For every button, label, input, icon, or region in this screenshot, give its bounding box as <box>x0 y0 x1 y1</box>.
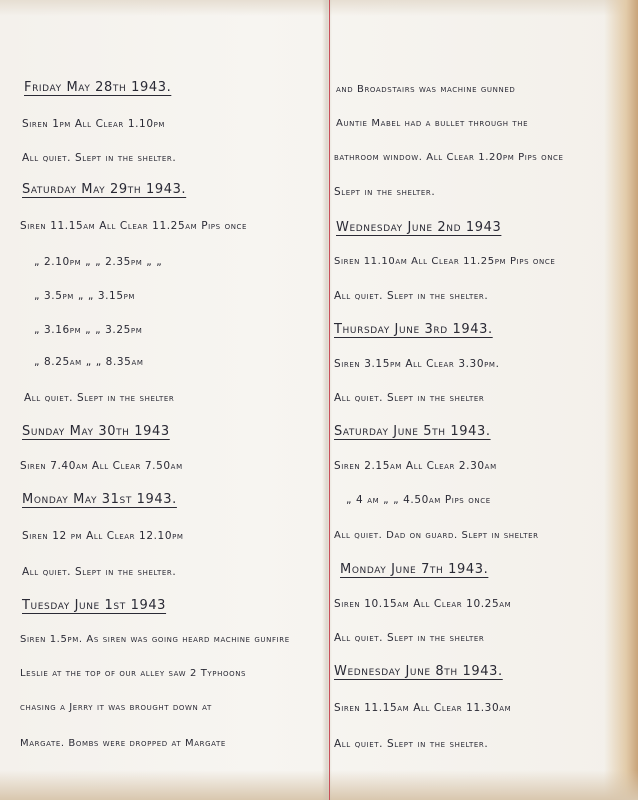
diary-line: Siren 11.10am All Clear 11.25pm Pips once <box>334 256 556 267</box>
diary-line: „ 4 am „ „ 4.50am Pips once <box>346 494 491 506</box>
diary-line: All quiet. Slept in the shelter. <box>22 566 177 578</box>
red-margin-line <box>329 0 330 800</box>
diary-line: All quiet. Slept in the shelter <box>24 392 175 404</box>
date-heading: Saturday June 5th 1943. <box>334 424 491 439</box>
diary-line: All quiet. Slept in the shelter <box>334 632 485 644</box>
diary-line: „ 3.16pm „ „ 3.25pm <box>34 324 143 336</box>
diary-line: All quiet. Slept in the shelter. <box>22 152 177 164</box>
diary-line: „ 2.10pm „ „ 2.35pm „ „ <box>34 256 163 268</box>
diary-line: Siren 10.15am All Clear 10.25am <box>334 598 512 610</box>
date-heading: Friday May 28th 1943. <box>24 80 172 95</box>
diary-line: „ 8.25am „ „ 8.35am <box>34 356 144 368</box>
diary-line: Leslie at the top of our alley saw 2 Typhoons <box>20 668 247 679</box>
diary-line: „ 3.5pm „ „ 3.15pm <box>34 290 136 302</box>
diary-line: Slept in the shelter. <box>334 186 436 198</box>
diary-line: Siren 7.40am All Clear 7.50am <box>20 460 183 472</box>
date-heading: Tuesday June 1st 1943 <box>22 598 167 613</box>
date-heading: Monday May 31st 1943. <box>22 492 177 507</box>
diary-line: All quiet. Dad on guard. Slept in shelter <box>334 530 539 541</box>
date-heading: Thursday June 3rd 1943. <box>334 322 493 337</box>
diary-line: Siren 2.15am All Clear 2.30am <box>334 460 497 472</box>
diary-line: All quiet. Slept in the shelter <box>334 392 485 404</box>
date-heading: Wednesday June 8th 1943. <box>334 664 503 679</box>
diary-line: Siren 12 pm All Clear 12.10pm <box>22 530 184 542</box>
date-heading: Sunday May 30th 1943 <box>22 424 170 439</box>
date-heading: Saturday May 29th 1943. <box>22 182 187 197</box>
date-heading: Wednesday June 2nd 1943 <box>336 220 502 235</box>
diary-line: Siren 1.5pm. As siren was going heard machine gunfire <box>20 634 290 645</box>
diary-line: Siren 3.15pm All Clear 3.30pm. <box>334 358 500 370</box>
paper-right-edge-stain <box>604 0 638 800</box>
diary-line: Siren 11.15am All Clear 11.25am Pips once <box>20 220 248 232</box>
diary-line: All quiet. Slept in the shelter. <box>334 738 489 750</box>
diary-line: bathroom window. All Clear 1.20pm Pips once <box>334 152 564 163</box>
diary-line: chasing a Jerry it was brought down at <box>20 702 212 713</box>
diary-line: Siren 11.15am All Clear 11.30am <box>334 702 512 714</box>
diary-line: Siren 1pm All Clear 1.10pm <box>22 118 166 130</box>
diary-line: and Broadstairs was machine gunned <box>336 84 516 95</box>
book-gutter <box>322 0 332 800</box>
diary-line: Auntie Mabel had a bullet through the <box>336 118 529 129</box>
diary-line: Margate. Bombs were dropped at Margate <box>20 738 226 749</box>
diary-line: All quiet. Slept in the shelter. <box>334 290 489 302</box>
paper-bottom-edge <box>0 770 638 800</box>
paper-top-edge <box>0 0 638 16</box>
date-heading: Monday June 7th 1943. <box>340 562 489 577</box>
